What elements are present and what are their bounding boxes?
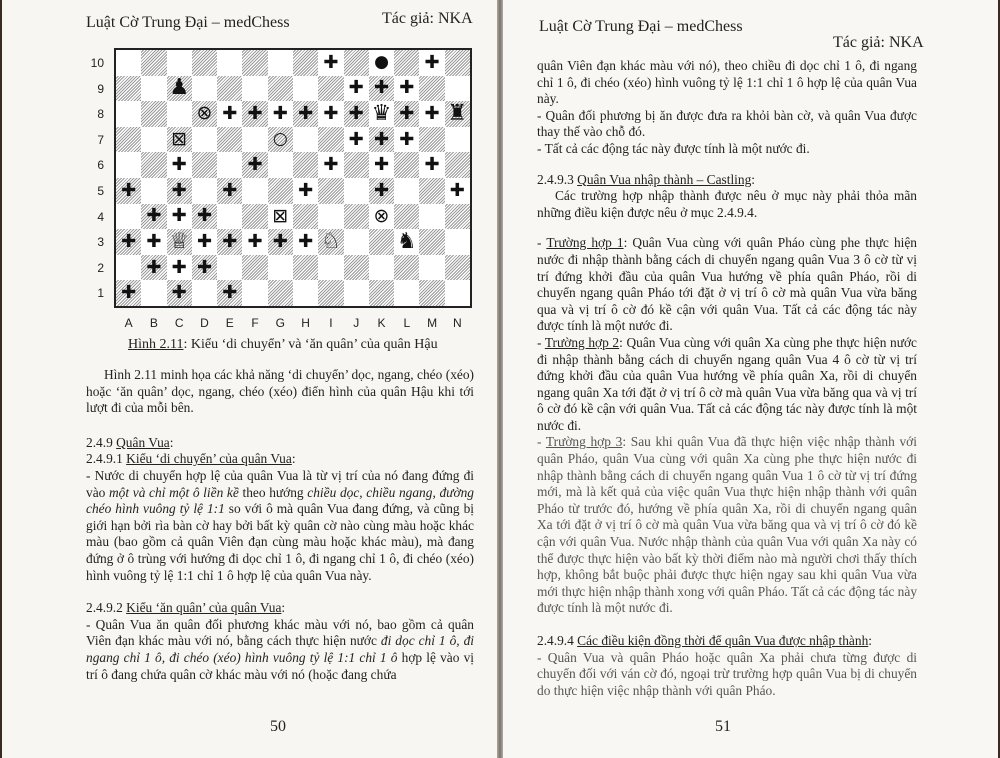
board-square [242, 178, 267, 204]
board-square [116, 76, 141, 102]
board-piece-move-marker [217, 178, 242, 204]
board-square [419, 280, 444, 306]
text-run: hợp lệ vào vị trí ô đang chứa quân cờ khác màu với nó (hoặc đang chứa [86, 649, 474, 682]
board-square [419, 76, 444, 102]
move-marker-glyph: ✚ [272, 230, 288, 252]
board-piece-move-marker [217, 229, 242, 255]
rank-label: 4 [97, 209, 104, 224]
move-marker-glyph: ✚ [323, 154, 339, 176]
file-label: E [225, 316, 234, 330]
board-square [419, 204, 444, 230]
move-marker-glyph: ✚ [323, 102, 339, 124]
board-square [116, 204, 141, 230]
board-square [344, 280, 369, 306]
board-piece-move-marker [419, 152, 444, 178]
board-piece-move-marker [369, 127, 394, 153]
section-title: Kiểu ‘ăn quân’ của quân Vua [126, 600, 282, 616]
board-square [192, 50, 217, 76]
board-square [268, 50, 293, 76]
board-square [318, 127, 343, 153]
board-square [141, 50, 166, 76]
board-square [419, 178, 444, 204]
board-square [369, 280, 394, 306]
header-author: Tác giả: NKA [382, 10, 473, 27]
board-piece-move-marker [192, 255, 217, 281]
section-colon: : [751, 171, 756, 187]
board-square [116, 50, 141, 76]
board-square [217, 50, 242, 76]
board-piece-move-marker [369, 178, 394, 204]
text-run-italic: đi dọc chỉ 1 ô, đi ngang chỉ 1 ô, đi chéo (xéo) hình vuông tỷ lệ 1:1 chỉ 1 ô [86, 633, 474, 665]
move-marker-glyph: ✚ [171, 205, 187, 227]
board-square [445, 204, 470, 230]
board-square [445, 255, 470, 281]
move-marker-glyph: ✚ [272, 102, 288, 124]
move-marker-glyph: ✚ [373, 154, 390, 176]
board-square [192, 76, 217, 102]
figure-description: Hình 2.11 minh họa các khả năng ‘di chuyển’ dọc, ngang, chéo (xéo) hoặc ‘ăn quân’ dọc, ngang, chéo (xéo) điển hình của quân Hậu khi tới lượt đi của mỗi bên. [86, 367, 474, 416]
case-text: : Sau khi quân Vua đã thực hiện việc nhập thành với quân Pháo, quân Vua cùng với quân Xa cùng phe thực hiện nước đi nhập thành bằng cách di chuyển ngang quân Vua 1 ô cờ từ vị trí đứng mới, mà là kết quả của việc quân Vua thực hiện nhập thành với quân Pháo từ trước đó, hướng về phía quân Xa, rồi di chuyển ngang quân Xa tới đặt ở vị trí ô cờ mà quân Vua vừa băng qua và vị trí ô cờ đó kề cận với quân Vua. Nước nhập thành của quân Vua với quân Xa này có thể được thực hiện vào bất kỳ thời điểm nào mà người chơi thấy thích hợp, không bắt buộc phải được thực hiện ngay sau khi quân Vua vừa mới thực hiện nhập thành xong với quân Pháo. Tất cả các động tác này được tính là một nước đi. [537, 434, 918, 616]
board-square [394, 152, 419, 178]
board-piece-capture-marker [192, 101, 217, 127]
board-piece-rook [445, 101, 470, 127]
text-run: - Nước di chuyển hợp lệ của quân Vua là từ vị trí của nó đang đứng đi vào [86, 467, 474, 500]
board-square [445, 152, 470, 178]
board-square [318, 76, 343, 102]
figure-caption-text: : Kiểu ‘di chuyển’ và ‘ăn quân’ của quân Hậu [183, 337, 438, 352]
rank-label: 7 [97, 132, 104, 147]
board-square [116, 152, 141, 178]
board-piece-move-marker [167, 255, 192, 281]
board-square [394, 204, 419, 230]
right-body [537, 58, 917, 699]
board-square [141, 152, 166, 178]
text-run: so với ô mà quân Vua đang đứng, và cũng bị giới hạn bởi rìa bàn cờ hay bởi bất kỳ quân cờ nào cùng màu hoặc khác màu (bao gồm cả quân Viên đạn cùng màu hoặc khác màu), mà đang đứng ở ô trùng với hướng đi dọc chỉ 1 ô, đi ngang chỉ 1 ô, đi chéo (xéo) hình vuông tỷ lệ 1:1 chỉ 1 ô hợp lệ của quân Vua này. [86, 501, 474, 583]
board-square [394, 280, 419, 306]
board-piece-bullet [369, 50, 394, 76]
board-square [116, 255, 141, 281]
file-label: K [377, 316, 386, 330]
board-square [242, 255, 267, 281]
move-marker-glyph: ✚ [171, 282, 187, 304]
paragraph-king-capture [86, 617, 474, 683]
header-title: Luật Cờ Trung Đại – medChess [86, 14, 290, 31]
board-square [268, 76, 293, 102]
rank-label: 8 [97, 107, 104, 122]
paragraph-case-2: - Trường hợp 2: Quân Vua cùng với quân Xa cùng phe thực hiện nước đi nhập thành bằng cách di chuyển ngang quân Vua 4 ô cờ từ vị trí đứng khởi đầu của quân Vua hướng về phía quân Xa, rồi di chuyển ngang quân Xa tới đặt ở vị trí ô cờ mà quân Vua vừa băng qua và vị trí ô cờ đó kề cận với quân Vua. Tất cả các động tác này được tính là một nước đi. [537, 334, 917, 433]
board-piece-move-marker [141, 255, 166, 281]
board-piece-move-marker [217, 280, 242, 306]
file-label: D [200, 316, 209, 330]
knight-glyph: ♞ [396, 228, 417, 254]
move-marker-glyph: ✚ [348, 77, 364, 99]
board-square [318, 204, 343, 230]
board-square [394, 50, 419, 76]
section-colon: : [169, 434, 174, 450]
board-square [192, 178, 217, 204]
board-square [344, 50, 369, 76]
board-square [344, 204, 369, 230]
rook-glyph: ♜ [447, 100, 468, 126]
board-square [268, 178, 293, 204]
header-title: Luật Cờ Trung Đại – medChess [539, 18, 743, 35]
board-piece-move-marker [369, 76, 394, 102]
board-square [217, 76, 242, 102]
move-marker-glyph: ✚ [222, 179, 238, 201]
section-2-4-9-4 [537, 633, 917, 650]
move-marker-glyph: ✚ [424, 51, 440, 73]
file-label: A [124, 316, 133, 330]
move-marker-glyph: ✚ [146, 230, 162, 252]
board-square [293, 204, 318, 230]
board-piece-capture-marker [369, 204, 394, 230]
case-label: Trường hợp 2 [544, 334, 620, 350]
page-number: 51 [715, 718, 731, 735]
board-square [217, 127, 242, 153]
board-piece-move-marker [369, 152, 394, 178]
board-piece-move-marker [116, 280, 141, 306]
move-marker-glyph: ✚ [424, 154, 440, 176]
rank-label: 10 [90, 56, 104, 70]
move-marker-glyph: ✚ [171, 256, 187, 278]
move-marker-glyph: ✚ [171, 154, 187, 176]
move-marker-glyph: ✚ [247, 230, 263, 252]
board-square [116, 127, 141, 153]
section-title: Quân Vua nhập thành – Castling [577, 171, 752, 187]
board-piece-move-marker [167, 280, 192, 306]
file-label: F [251, 316, 259, 330]
case-label: Trường hợp 1 [546, 235, 624, 251]
queen-glyph: ♕ [169, 228, 190, 254]
rank-label: 3 [97, 235, 104, 250]
board-piece-move-marker [192, 204, 217, 230]
move-marker-glyph: ✚ [121, 282, 137, 304]
board-square [293, 50, 318, 76]
section-2-4-9-1 [86, 451, 474, 468]
board-piece-move-marker [318, 101, 343, 127]
knight-glyph: ♘ [321, 228, 341, 254]
board-piece-move-marker [419, 101, 444, 127]
section-title: Kiểu ‘di chuyển’ của quân Vua [126, 451, 292, 467]
board-square [344, 229, 369, 255]
rank-label: 5 [97, 184, 104, 198]
paragraph-castle-intro: Các trường hợp nhập thành được nêu ở mục này phải thỏa mãn những điều kiện được nêu ở mục 2.4.9.4. [537, 188, 917, 220]
board-piece-move-marker [394, 101, 419, 127]
board-square [394, 178, 419, 204]
board-piece-move-marker [394, 127, 419, 153]
move-marker-glyph: ✚ [298, 179, 314, 201]
board-square [419, 229, 444, 255]
board-square [293, 152, 318, 178]
board-piece-move-marker [293, 229, 318, 255]
board-square [445, 127, 470, 153]
board-piece-move-marker [293, 178, 318, 204]
board-piece-move-marker [167, 178, 192, 204]
paragraph-removed: - Quân đối phương bị ăn được đưa ra khỏi bàn cờ, và quân Vua được thay thế vào chỗ đó. [537, 107, 917, 140]
text-run: theo hướng [238, 484, 308, 500]
rank-label: 2 [97, 260, 104, 275]
section-number: 2.4.9.2 [86, 600, 127, 616]
section-colon: : [281, 600, 286, 616]
board-square [141, 127, 166, 153]
move-marker-glyph: ✚ [323, 51, 339, 73]
figure-caption [128, 337, 438, 353]
board-square [318, 178, 343, 204]
board-piece-pawn [167, 76, 192, 102]
text-run: - Quân Vua ăn quân đối phương khác màu với nó, bao gồm cả quân Viên đạn khác màu với nó, bằng cách thực hiện nước [86, 616, 474, 649]
board-square [116, 101, 141, 127]
move-marker-glyph: ✚ [222, 282, 238, 304]
board-piece-move-marker [242, 152, 267, 178]
move-marker-glyph: ✚ [247, 154, 263, 176]
board-square [293, 127, 318, 153]
move-marker-glyph: ✚ [348, 102, 364, 124]
rank-label: 1 [97, 286, 104, 301]
board-square [141, 101, 166, 127]
chess-board [114, 48, 472, 308]
move-marker-glyph: ✚ [373, 77, 390, 99]
case-label: Trường hợp 3 [545, 434, 623, 450]
board-square [167, 101, 192, 127]
board-square [141, 76, 166, 102]
board-piece-move-marker [242, 229, 267, 255]
board-piece-knight [394, 229, 419, 255]
file-label: J [353, 316, 360, 330]
board-square [419, 127, 444, 153]
board-piece-move-marker [318, 152, 343, 178]
left-body [86, 367, 474, 683]
board-square [369, 255, 394, 281]
paragraph-continued: quân Viên đạn khác màu với nó), theo chiều đi dọc chỉ 1 ô, đi ngang chỉ 1 ô, đi chéo (xéo) hình vuông tỷ lệ 1:1 chỉ 1 ô hợp lệ của quân Vua này. [537, 58, 917, 107]
text-run-italic: chiều dọc, chiều ngang, đường chéo hình vuông tỷ lệ 1:1 [86, 484, 474, 517]
board-piece-move-marker [141, 204, 166, 230]
board-square [445, 76, 470, 102]
board-piece-move-marker [268, 229, 293, 255]
paragraph-case-3: - Trường hợp 3: Sau khi quân Vua đã thực hiện việc nhập thành với quân Pháo, quân Vua cùng với quân Xa cùng phe thực hiện nước đi nhập thành bằng cách di chuyển ngang quân Vua 1 ô cờ từ vị trí đứng mới, mà là kết quả của việc quân Vua thực hiện nhập thành với quân Pháo từ trước đó, hướng về phía quân Xa, rồi di chuyển ngang quân Xa tới đặt ở vị trí ô cờ mà quân Vua vừa băng qua và vị trí ô cờ đó kề cận với quân Vua. Nước nhập thành của quân Vua với quân Xa này có thể được thực hiện vào bất kỳ thời điểm nào mà người chơi thấy thích hợp, không bắt buộc phải được thực hiện ngay sau khi quân Vua vừa mới thực hiện nhập thành xong với quân Pháo. Tất cả các động tác này được tính là một nước đi. [537, 434, 918, 616]
board-square [217, 152, 242, 178]
board-square [242, 204, 267, 230]
text-run-italic: một và chỉ một ô liền kề [109, 484, 239, 500]
move-marker-glyph: ✚ [196, 256, 213, 278]
right-page [503, 0, 998, 758]
board-piece-move-marker [167, 152, 192, 178]
section-number: 2.4.9 [86, 434, 117, 450]
file-label: M [427, 316, 438, 330]
board-square [167, 50, 192, 76]
board-piece-bullet [268, 127, 293, 153]
board-square [242, 50, 267, 76]
section-number: 2.4.9.4 [537, 633, 578, 648]
board-square [445, 50, 470, 76]
move-marker-glyph: ✚ [196, 205, 213, 227]
paragraph-case-1: - Trường hợp 1: Quân Vua cùng với quân Pháo cùng phe thực hiện nước đi nhập thành bằng cách di chuyển ngang quân Vua 3 ô cờ từ vị trí đứng khởi đầu của quân Vua hướng về phía quân Pháo, rồi di chuyển ngang quân Pháo tới đặt ở vị trí ô cờ mà quân Vua vừa băng qua và vị trí ô cờ đó kề cận với quân Vua. Tất cả các động tác này được tính là một nước đi. [537, 235, 917, 334]
section-2-4-9-2 [86, 600, 474, 617]
rank-label: 9 [97, 81, 104, 96]
board-square [445, 229, 470, 255]
board-piece-move-marker [217, 101, 242, 127]
move-marker-glyph: ✚ [247, 102, 263, 124]
move-marker-glyph: ✚ [399, 128, 415, 150]
board-square [268, 255, 293, 281]
board-piece-move-marker [293, 101, 318, 127]
board-square [293, 76, 318, 102]
board-square [141, 178, 166, 204]
move-marker-glyph: ✚ [121, 230, 137, 252]
move-marker-glyph: ✚ [424, 102, 440, 124]
board-piece-move-marker [167, 204, 192, 230]
board-piece-move-marker [344, 76, 369, 102]
board-square [242, 280, 267, 306]
case-text: : Quân Vua cùng với quân Xa cùng phe thực hiện nước đi nhập thành bằng cách di chuyển ngang quân Vua 4 ô cờ từ vị trí đứng khởi đầu của quân Vua hướng về phía quân Xa, rồi di chuyển ngang quân Xa tới đặt ở vị trí ô cờ mà quân Vua vừa băng qua và vị trí ô cờ đó kề cận với quân Vua. Tất cả các động tác này được tính là một nước đi. [537, 334, 917, 433]
board-piece-move-marker [394, 76, 419, 102]
section-2-4-9 [86, 435, 474, 452]
paragraph-conditions: - Quân Vua và quân Pháo hoặc quân Xa phải chưa từng được di chuyển đối với ván cờ đó, ngoại trừ trường hợp quân Vua bị di chuyển do thực hiện việc nhập thành với quân Pháo. [537, 649, 917, 698]
move-marker-glyph: ✚ [222, 102, 238, 124]
section-number: 2.4.9.3 [537, 171, 578, 187]
rank-label: 6 [97, 158, 104, 173]
board-square [217, 204, 242, 230]
board-piece-move-marker [242, 101, 267, 127]
pawn-glyph: ♟ [169, 75, 190, 101]
page-number: 50 [270, 718, 286, 735]
move-marker-glyph: ✚ [121, 179, 137, 201]
board-square [192, 152, 217, 178]
move-marker-glyph: ✚ [399, 77, 415, 99]
paragraph-one-move: - Tất cả các động tác này được tính là một nước đi. [537, 140, 810, 156]
move-marker-glyph: ✚ [146, 256, 162, 278]
move-marker-glyph: ✚ [449, 179, 465, 201]
board-piece-capture-marker [167, 127, 192, 153]
board-piece-move-marker [192, 229, 217, 255]
capture-marker-glyph: ⊠ [272, 204, 289, 227]
board-piece-move-marker [141, 229, 166, 255]
figure-caption-label: Hình 2.11 [128, 337, 184, 352]
board-square [369, 229, 394, 255]
board-square [192, 127, 217, 153]
board-piece-move-marker [419, 50, 444, 76]
board-piece-queen [167, 229, 192, 255]
board-piece-knight [318, 229, 343, 255]
left-page [2, 0, 497, 758]
paragraph-king-move [86, 468, 474, 584]
move-marker-glyph: ✚ [298, 230, 314, 252]
queen-glyph: ♛ [371, 100, 392, 126]
file-label: N [453, 316, 462, 330]
board-square [293, 255, 318, 281]
board-square [268, 280, 293, 306]
board-square [419, 255, 444, 281]
case-text: : Quân Vua cùng với quân Pháo cùng phe thực hiện nước đi nhập thành bằng cách di chuyển ngang quân Vua 3 ô cờ từ vị trí đứng khởi đầu của quân Vua hướng về phía quân Pháo, rồi di chuyển ngang quân Pháo tới đặt ở vị trí ô cờ mà quân Vua vừa băng qua và vị trí ô cờ đó kề cận với quân Vua. Tất cả các động tác này được tính là một nước đi. [537, 235, 917, 334]
board-piece-move-marker [344, 101, 369, 127]
section-colon: : [291, 451, 296, 467]
capture-marker-glyph: ⊠ [171, 128, 188, 151]
board-square [318, 255, 343, 281]
board-square [141, 280, 166, 306]
section-title: Quân Vua [116, 434, 170, 450]
capture-marker-glyph: ⊗ [196, 102, 213, 125]
move-marker-glyph: ✚ [399, 102, 415, 124]
section-title: Các điều kiện đồng thời để quân Vua được nhập thành [577, 633, 869, 648]
section-2-4-9-3 [537, 172, 917, 189]
move-marker-glyph: ✚ [373, 128, 390, 150]
file-label: H [301, 316, 310, 330]
board-piece-queen [369, 101, 394, 127]
capture-marker-glyph: ⊗ [373, 204, 390, 227]
board-square [344, 255, 369, 281]
board-piece-capture-marker [268, 204, 293, 230]
board-piece-move-marker [268, 101, 293, 127]
board-square [242, 76, 267, 102]
board-piece-move-marker [344, 127, 369, 153]
board-piece-move-marker [116, 178, 141, 204]
bullet-glyph: ● [374, 52, 389, 73]
board-piece-move-marker [318, 50, 343, 76]
move-marker-glyph: ✚ [196, 230, 213, 252]
section-number: 2.4.9.1 [86, 451, 127, 467]
bullet-glyph: ○ [272, 129, 288, 150]
move-marker-glyph: ✚ [373, 179, 390, 201]
move-marker-glyph: ✚ [171, 179, 187, 201]
board-square [445, 280, 470, 306]
file-label: I [329, 316, 333, 330]
board-square [394, 255, 419, 281]
move-marker-glyph: ✚ [298, 102, 314, 124]
board-square [268, 152, 293, 178]
file-label: G [275, 316, 286, 330]
move-marker-glyph: ✚ [222, 230, 238, 252]
file-label: B [149, 316, 158, 330]
header-author: Tác giả: NKA [833, 34, 924, 51]
board-square [344, 178, 369, 204]
board-square [293, 280, 318, 306]
move-marker-glyph: ✚ [146, 205, 162, 227]
board-square [242, 127, 267, 153]
board-square [217, 255, 242, 281]
board-square [318, 280, 343, 306]
board-square [192, 280, 217, 306]
board-square [344, 152, 369, 178]
board-piece-move-marker [445, 178, 470, 204]
file-label: C [174, 316, 184, 330]
file-label: L [403, 316, 411, 330]
move-marker-glyph: ✚ [348, 128, 364, 150]
board-piece-move-marker [116, 229, 141, 255]
section-colon: : [868, 633, 872, 648]
